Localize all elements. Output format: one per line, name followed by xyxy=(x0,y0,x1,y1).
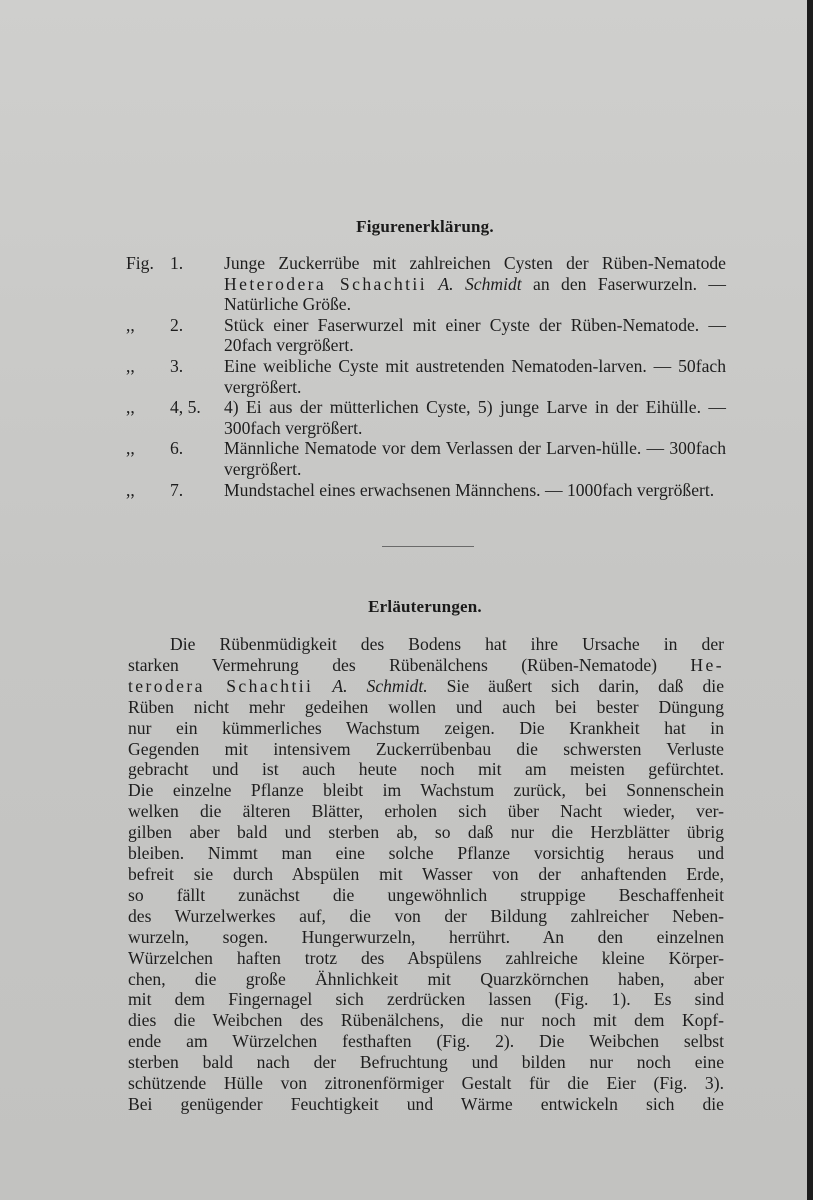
text-line xyxy=(128,718,724,739)
text-line xyxy=(128,1010,724,1031)
figure-prefix: ,, xyxy=(126,314,135,335)
text-line xyxy=(128,822,724,843)
text-run: Junge Zuckerrübe mit zahlreichen Cysten der Rüben-Nematode xyxy=(224,253,726,273)
figure-number: 3. xyxy=(170,355,184,376)
text-run: befreit sie durch Abspülen mit Wasser von der anhaftenden Erde, xyxy=(128,863,724,884)
text-line xyxy=(128,697,724,718)
italic-text: A. Schmidt. xyxy=(332,675,428,696)
explanations-heading: Erläuterungen. xyxy=(368,597,482,616)
text-line xyxy=(128,885,724,906)
text-line xyxy=(128,1052,724,1073)
spaced-text: He- xyxy=(690,654,724,675)
text-run: Rüben nicht mehr gedeihen wollen und auch bei bester Düngung xyxy=(128,696,724,717)
figure-caption-item xyxy=(126,315,726,356)
figure-caption-item xyxy=(126,480,726,501)
text-run: Bei genügender Feuchtigkeit und Wärme entwickeln sich die xyxy=(128,1093,724,1114)
text-line xyxy=(128,906,724,927)
text-run xyxy=(427,274,438,294)
figure-description xyxy=(224,438,726,479)
figure-number: 6. xyxy=(170,438,184,459)
figure-description xyxy=(224,315,726,356)
text-run: bleiben. Nimmt man eine solche Pflanze vorsichtig heraus und xyxy=(128,843,724,864)
text-line xyxy=(128,1031,724,1052)
figure-caption-list xyxy=(126,253,726,500)
text-line xyxy=(128,864,724,885)
text-run: nur ein kümmerliches Wachstum zeigen. Die Krankheit hat in xyxy=(128,717,724,738)
figure-prefix: ,, xyxy=(126,397,135,418)
figure-prefix: ,, xyxy=(126,438,135,459)
figure-prefix: Fig. xyxy=(126,253,154,273)
text-run: Stück einer Faserwurzel mit einer Cyste der Rüben-Nematode. — 20fach vergrößert. xyxy=(224,314,726,356)
explanations-paragraph xyxy=(128,634,724,1115)
text-run: Sie äußert sich darin, daß die xyxy=(427,675,725,696)
text-run: so fällt zunächst die ungewöhnlich struppige Beschaffenheit xyxy=(128,884,724,905)
text-run: Mundstachel eines erwachsenen Männchens. — 1000fach vergrößert. xyxy=(224,479,715,500)
italic-text: A. Schmidt xyxy=(438,273,522,294)
figure-caption-item xyxy=(126,356,726,397)
text-line xyxy=(128,634,724,655)
text-line xyxy=(128,1094,724,1115)
text-line xyxy=(128,655,724,676)
text-line xyxy=(128,843,724,864)
text-run: Die Rübenmüdigkeit des Bodens hat ihre Ursache in der xyxy=(170,634,724,654)
figure-number: 4, 5. xyxy=(170,397,201,418)
figure-description xyxy=(224,397,726,438)
figure-description xyxy=(224,356,726,397)
text-line xyxy=(128,969,724,990)
text-run: des Wurzelwerkes auf, die von der Bildung zahlreicher Neben- xyxy=(128,905,724,926)
text-run: starken Vermehrung des Rübenälchens (Rüben-Nematode) xyxy=(128,654,691,675)
text-line xyxy=(128,780,724,801)
text-line xyxy=(128,1073,724,1094)
text-line xyxy=(128,989,724,1010)
section-divider xyxy=(382,546,474,547)
text-run: ende am Würzelchen festhaften (Fig. 2). Die Weibchen selbst xyxy=(128,1031,724,1052)
text-run: an den Faserwurzeln. — Natürliche Größe. xyxy=(224,273,727,315)
text-run: gebracht und ist auch heute noch mit am meisten gefürchtet. xyxy=(128,759,724,780)
spaced-text: terodera Schachtii xyxy=(128,675,314,696)
figure-caption-item xyxy=(126,253,726,315)
figure-number: 2. xyxy=(170,314,184,335)
figure-prefix: ,, xyxy=(126,479,135,500)
text-run: dies die Weibchen des Rübenälchens, die nur noch mit dem Kopf- xyxy=(128,1010,724,1031)
figure-number: 7. xyxy=(170,479,184,500)
text-run xyxy=(313,676,332,696)
text-run: chen, die große Ähnlichkeit mit Quarzkörnchen haben, aber xyxy=(128,968,724,989)
figure-prefix: ,, xyxy=(126,355,135,376)
text-line xyxy=(128,739,724,760)
text-run: Eine weibliche Cyste mit austretenden Nematoden-larven. — 50fach vergrößert. xyxy=(224,355,726,397)
text-line xyxy=(128,948,724,969)
text-run: wurzeln, sogen. Hungerwurzeln, herrührt. An den einzelnen xyxy=(128,926,724,947)
text-line xyxy=(128,759,724,780)
text-line xyxy=(128,801,724,822)
text-run: Gegenden mit intensivem Zuckerrübenbau die schwersten Verluste xyxy=(128,738,724,759)
text-run: 4) Ei aus der mütterlichen Cyste, 5) junge Larve in der Eihülle. — 300fach vergrößert. xyxy=(224,397,726,438)
text-run: welken die älteren Blätter, erholen sich über Nacht wieder, ver- xyxy=(128,801,724,822)
spaced-text: Heterodera Schachtii xyxy=(224,273,428,294)
text-run: schützende Hülle von zitronenförmiger Gestalt für die Eier (Fig. 3). xyxy=(128,1073,724,1094)
text-run: Männliche Nematode vor dem Verlassen der Larven-hülle. — 300fach vergrößert. xyxy=(224,438,726,479)
figure-caption-item xyxy=(126,397,726,438)
text-run: Die einzelne Pflanze bleibt im Wachstum zurück, bei Sonnenschein xyxy=(128,780,724,801)
text-line xyxy=(128,927,724,948)
text-run: gilben aber bald und sterben ab, so daß nur die Herzblätter übrig xyxy=(128,822,724,843)
text-run: mit dem Fingernagel sich zerdrücken lassen (Fig. 1). Es sind xyxy=(128,989,724,1010)
text-run: sterben bald nach der Befruchtung und bilden nur noch eine xyxy=(128,1052,724,1073)
page-edge-shadow xyxy=(807,0,813,1200)
figure-description xyxy=(224,253,726,315)
figure-caption-item xyxy=(126,438,726,479)
figure-number: 1. xyxy=(170,253,184,273)
figure-caption-heading: Figurenerklärung. xyxy=(356,217,494,236)
figure-description xyxy=(224,480,726,501)
text-line xyxy=(128,676,724,697)
text-run: Würzelchen haften trotz des Abspülens zahlreiche kleine Körper- xyxy=(128,947,724,968)
